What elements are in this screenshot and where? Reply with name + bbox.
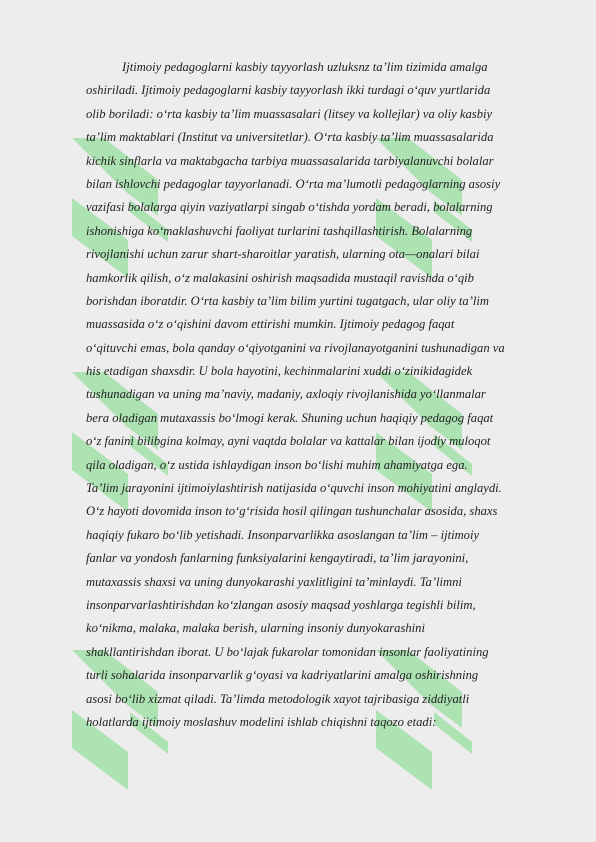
text-line: Ta’lim jarayonini ijtimoiylashtirish natijasida o‘quvchi inson mohiyatini anglaydi. xyxy=(86,481,502,496)
text-line: oshiriladi. Ijtimoiy pedagoglarni kasbiy tayyorlash ikki turdagi o‘quv yurtlarida xyxy=(86,83,491,98)
text-line: his etadigan shaxsdir. U bola hayotini, kechinmalarini xuddi o‘zinikidagidek xyxy=(86,364,473,379)
text-line: mutaxassis shaxsi va uning dunyokarashi yaxlitligini ta’minlaydi. Ta’limni xyxy=(86,574,462,589)
text-line: insonparvarlashtirishdan ko‘zlangan asosiy maqsad yoshlarga tegishli bilim, xyxy=(86,597,476,612)
text-line: fanlar va yondosh fanlarning funksiyalarini kengaytiradi, ta’lim jarayonini, xyxy=(86,551,469,566)
text-line: o‘z fanini bilibgina kolmay, ayni vaqtda bolalar va kattalar bilan ijodiy muloqot xyxy=(86,434,491,449)
text-line: hamkorlik qilish, o‘z malakasini oshirish maqsadida mustaqil ravishda o‘qib xyxy=(86,270,474,285)
text-line: kichik sinflarla va maktabgacha tarbiya muassasalarida tarbiyalanuvchi bolalar xyxy=(86,153,494,168)
text-line: o‘qituvchi emas, bola qanday o‘qiyotganini va rivojlanayotganini tushunadigan va xyxy=(86,340,505,355)
text-line: haqiqiy fukaro bo‘lib yetishadi. Insonparvarlikka asoslangan ta’lim – ijtimoiy xyxy=(86,527,480,542)
text-line: asosi bo‘lib xizmat qiladi. Ta’limda metodologik xayot tajribasiga ziddiyatli xyxy=(86,691,470,706)
text-line: bilan ishlovchi pedagoglar tayyorlanadi. O‘rta ma’lumotli pedagoglarning asosiy xyxy=(86,176,501,191)
text-line: qila oladigan, o‘z ustida ishlaydigan inson bo‘lishi muhim ahamiyatga ega. xyxy=(86,457,468,472)
text-line: Ijtimoiy pedagoglarni kasbiy tayyorlash uzluksnz ta’lim tizimida amalga xyxy=(122,60,488,74)
text-line: turli sohalarida insonparvarlik g‘oyasi va kadriyatlarini amalga oshirishning xyxy=(86,668,479,683)
paragraph xyxy=(86,56,554,734)
text-line: holatlarda ijtimoiy moslashuv modelini ishlab chiqishni taqozo etadi: xyxy=(86,714,437,729)
text-line: ko‘nikma, malaka, malaka berish, ularning insoniy dunyokarashini xyxy=(86,621,425,636)
text-line: O‘z hayoti dovomida inson to‘g‘risida hosil qilingan tushunchalar asosida, shaxs xyxy=(86,504,498,519)
text-line: tushunadigan va uning ma’naviy, madaniy, axloqiy rivojlanishida yo‘llanmalar xyxy=(86,387,486,402)
text-line: muassasida o‘z o‘qishini davom ettirishi mumkin. Ijtimoiy pedagog faqat xyxy=(86,317,455,332)
text-line: shakllantirishdan iborat. U bo‘lajak fukarolar tomonidan insonlar faoliyatining xyxy=(86,644,489,659)
text-line: vazifasi bolalarga qiyin vaziyatlarpi singab o‘tishda yordam beradi, bolalarning xyxy=(86,200,493,215)
text-line: bera oladigan mutaxassis bo‘lmogi kerak. Shuning uchun haqiqiy pedagog faqat xyxy=(86,410,494,425)
text-line: olib boriladi: o‘rta kasbiy ta’lim muassasalari (litsey va kollejlar) va oliy kasbiy xyxy=(86,106,493,121)
text-line: rivojlanishi uchun zarur shart-sharoitlar yaratish, ularning ota—onalari bilai xyxy=(86,247,480,262)
text-line: ishonishiga ko‘maklashuvchi faoliyat turlarini tashqillashtirish. Bolalarning xyxy=(86,223,473,238)
text-line: borishdan iboratdir. O‘rta kasbiy ta’lim bilim yurtini tugatgach, ular oliy ta’lim xyxy=(86,293,489,308)
text-line: ta’lim maktablari (Institut va universitetlar). O‘rta kasbiy ta’lim muassasalarida xyxy=(86,130,494,145)
